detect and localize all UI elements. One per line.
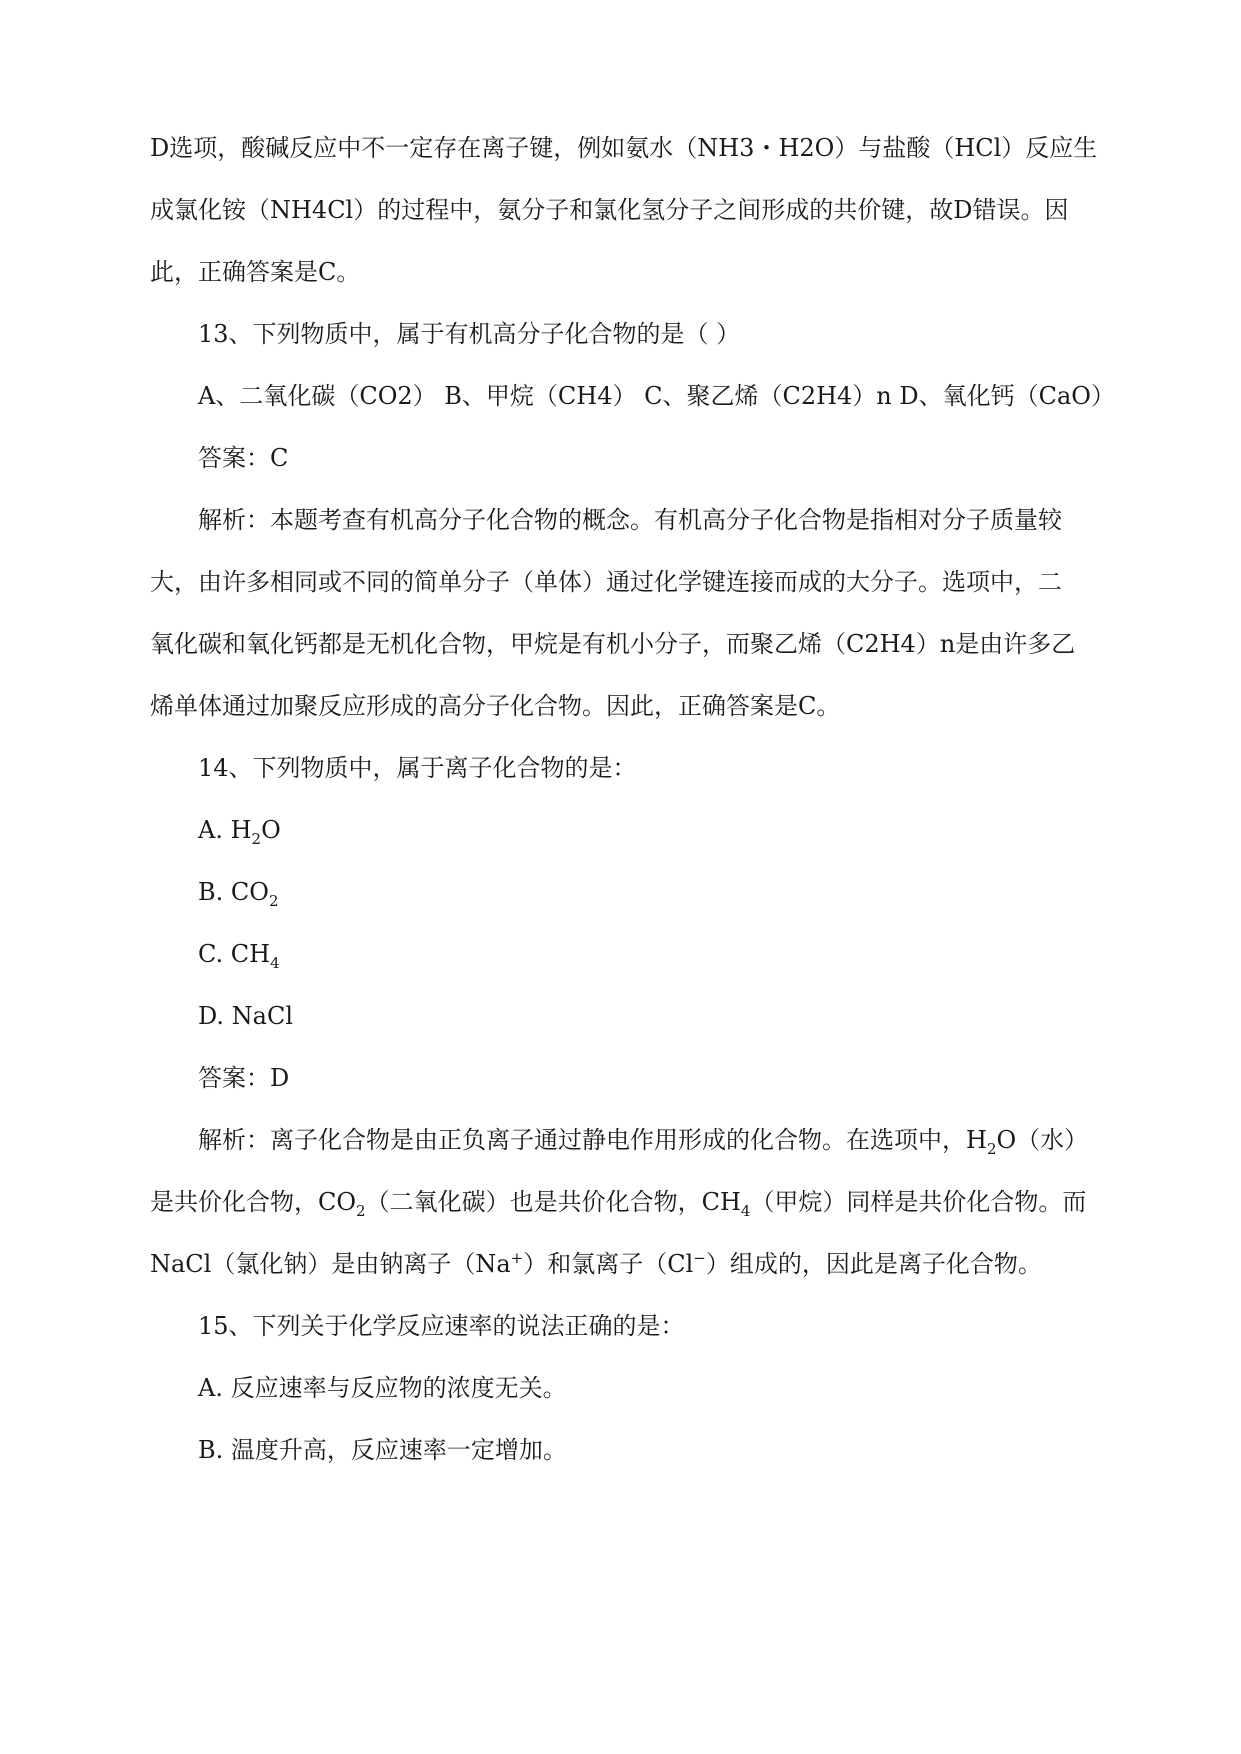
analysis-text: O（水）: [996, 1126, 1089, 1154]
analysis-text: （甲烷）同样是共价化合物。而: [750, 1188, 1087, 1216]
question-13-title: 13、下列物质中，属于有机高分子化合物的是（ ）: [198, 320, 741, 348]
question-14-analysis-line: [198, 1124, 1158, 1156]
subscript: 2: [356, 1201, 366, 1220]
analysis-text: ）和氯离子（Cl: [523, 1250, 694, 1278]
question-13-analysis-line: 解析：本题考查有机高分子化合物的概念。有机高分子化合物是指相对分子质量较: [198, 506, 1062, 534]
question-13-analysis-line: 烯单体通过加聚反应形成的高分子化合物。因此，正确答案是C。: [150, 692, 841, 720]
analysis-text: NaCl（氯化钠）是由钠离子（Na: [150, 1250, 511, 1278]
subscript: 4: [740, 1201, 751, 1220]
paragraph-line: D选项，酸碱反应中不一定存在离子键，例如氨水（NH3・H2O）与盐酸（HCl）反应生: [150, 134, 1098, 162]
question-14-answer: 答案：D: [198, 1064, 290, 1092]
paragraph-line: 成氯化铵（NH4Cl）的过程中，氨分子和氯化氢分子之间形成的共价键，故D错误。因: [150, 196, 1069, 224]
question-13-analysis-line: 大，由许多相同或不同的简单分子（单体）通过化学键连接而成的大分子。选项中，二: [150, 568, 1062, 596]
paragraph-line: 此，正确答案是C。: [150, 258, 361, 286]
subscript: 4: [270, 953, 280, 972]
question-15-option-a: A. 反应速率与反应物的浓度无关。: [198, 1374, 567, 1402]
question-14-analysis-line: [150, 1248, 1110, 1280]
analysis-text: 是共价化合物，CO: [150, 1188, 357, 1216]
question-15-title: 15、下列关于化学反应速率的说法正确的是：: [198, 1312, 685, 1340]
question-13-analysis-line: 氧化碳和氧化钙都是无机化合物，甲烷是有机小分子，而聚乙烯（C2H4）n是由许多乙: [150, 630, 1076, 658]
analysis-text: 解析：离子化合物是由正负离子通过静电作用形成的化合物。在选项中，H: [198, 1126, 987, 1154]
question-14-option-a: [198, 814, 1158, 846]
option-text: O: [261, 816, 281, 844]
subscript: 2: [986, 1139, 997, 1158]
superscript: +: [510, 1249, 524, 1267]
question-15-option-b: B. 温度升高，反应速率一定增加。: [198, 1436, 567, 1464]
superscript: −: [693, 1249, 706, 1267]
question-14-option-d: D. NaCl: [198, 1002, 293, 1030]
analysis-text: （二氧化碳）也是共价化合物，CH: [365, 1188, 741, 1216]
question-14-option-c: [198, 938, 1158, 970]
subscript: 2: [251, 829, 262, 848]
analysis-text: ）组成的，因此是离子化合物。: [705, 1250, 1042, 1278]
option-text: C. CH: [198, 940, 271, 968]
question-13-answer: 答案：C: [198, 444, 289, 472]
question-14-title: 14、下列物质中，属于离子化合物的是：: [198, 754, 637, 782]
option-text: B. CO: [198, 878, 269, 906]
question-14-option-b: [198, 876, 1158, 908]
question-14-analysis-line: [150, 1186, 1110, 1218]
question-13-options: A、二氧化碳（CO2） B、甲烷（CH4） C、聚乙烯（C2H4）n D、氧化钙（CaO）: [198, 382, 1115, 410]
option-text: A. H: [198, 816, 252, 844]
subscript: 2: [268, 891, 279, 910]
